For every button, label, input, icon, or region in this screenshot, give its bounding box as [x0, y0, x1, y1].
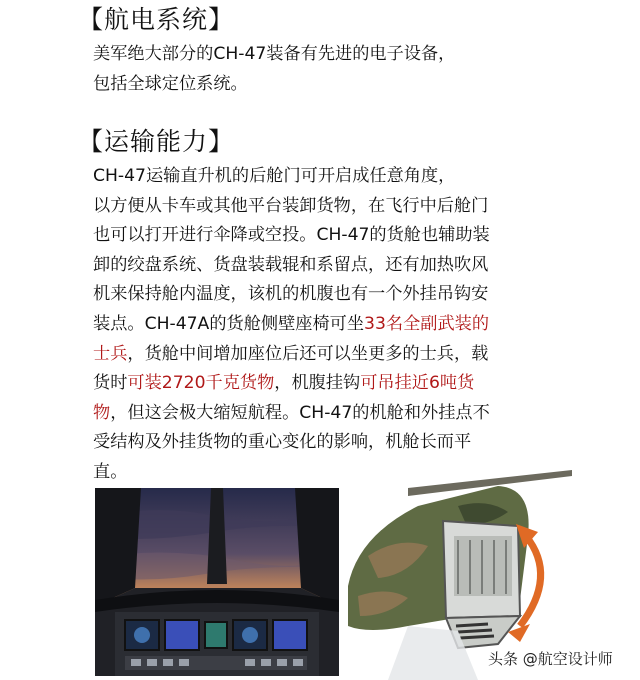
text-segment: 受结构及外挂货物的重心变化的影响，机舱长而平: [93, 432, 472, 453]
text-line: [93, 40, 563, 70]
cockpit-photo: [95, 488, 339, 676]
highlight-text: 可装2720千克货物: [127, 373, 275, 394]
text-segment: 直。: [93, 461, 128, 482]
text-line: [93, 310, 563, 340]
text-line: [93, 192, 563, 222]
text-segment: ，机腹挂钩: [274, 373, 361, 394]
text-segment: 包括全球定位系统。: [93, 73, 248, 94]
text-line: [93, 70, 563, 100]
text-line: [93, 162, 563, 192]
heading-transport: 【运输能力】: [78, 127, 235, 156]
highlight-text: 可吊挂近6吨货: [360, 373, 475, 394]
highlight-text: 物: [93, 402, 111, 423]
text-line: [93, 251, 563, 281]
text-segment: 卸的绞盘系统、货盘装载辊和系留点，还有加热吹风: [93, 254, 489, 275]
text-line: [93, 280, 563, 310]
paragraph-transport: [93, 162, 563, 488]
text-line: [93, 221, 563, 251]
text-segment: 以方便从卡车或其他平台装卸货物，在飞行中后舱门: [93, 195, 489, 216]
highlight-text: 士兵: [93, 343, 128, 364]
text-segment: ，货舱中间增加座位后还可以坐更多的士兵，载: [127, 343, 489, 364]
cockpit-illustration: [95, 488, 339, 676]
heading-avionics: 【航电系统】: [78, 5, 235, 34]
text-line: [93, 340, 563, 370]
text-segment: ，但这会极大缩短航程。CH-47的机舱和外挂点不: [110, 402, 490, 423]
text-segment: CH-47运输直升机的后舱门可开启成任意角度，: [93, 166, 456, 186]
text-line: [93, 369, 563, 399]
paragraph-avionics: [93, 40, 563, 99]
text-segment: 美军绝大部分的CH-47装备有先进的电子设备，: [93, 44, 456, 64]
text-line: [93, 428, 563, 458]
text-segment: 机来保持舱内温度，该机的机腹也有一个外挂吊钩安: [93, 284, 489, 305]
watermark: 头条 @航空设计师: [488, 650, 613, 668]
text-segment: 装点。CH-47A的货舱侧壁座椅可坐: [93, 313, 365, 334]
text-line: [93, 399, 563, 429]
highlight-text: 33名全副武装的: [364, 313, 490, 334]
text-segment: 也可以打开进行伞降或空投。CH-47的货舱也辅助装: [93, 225, 490, 246]
text-segment: 货时: [93, 373, 128, 394]
